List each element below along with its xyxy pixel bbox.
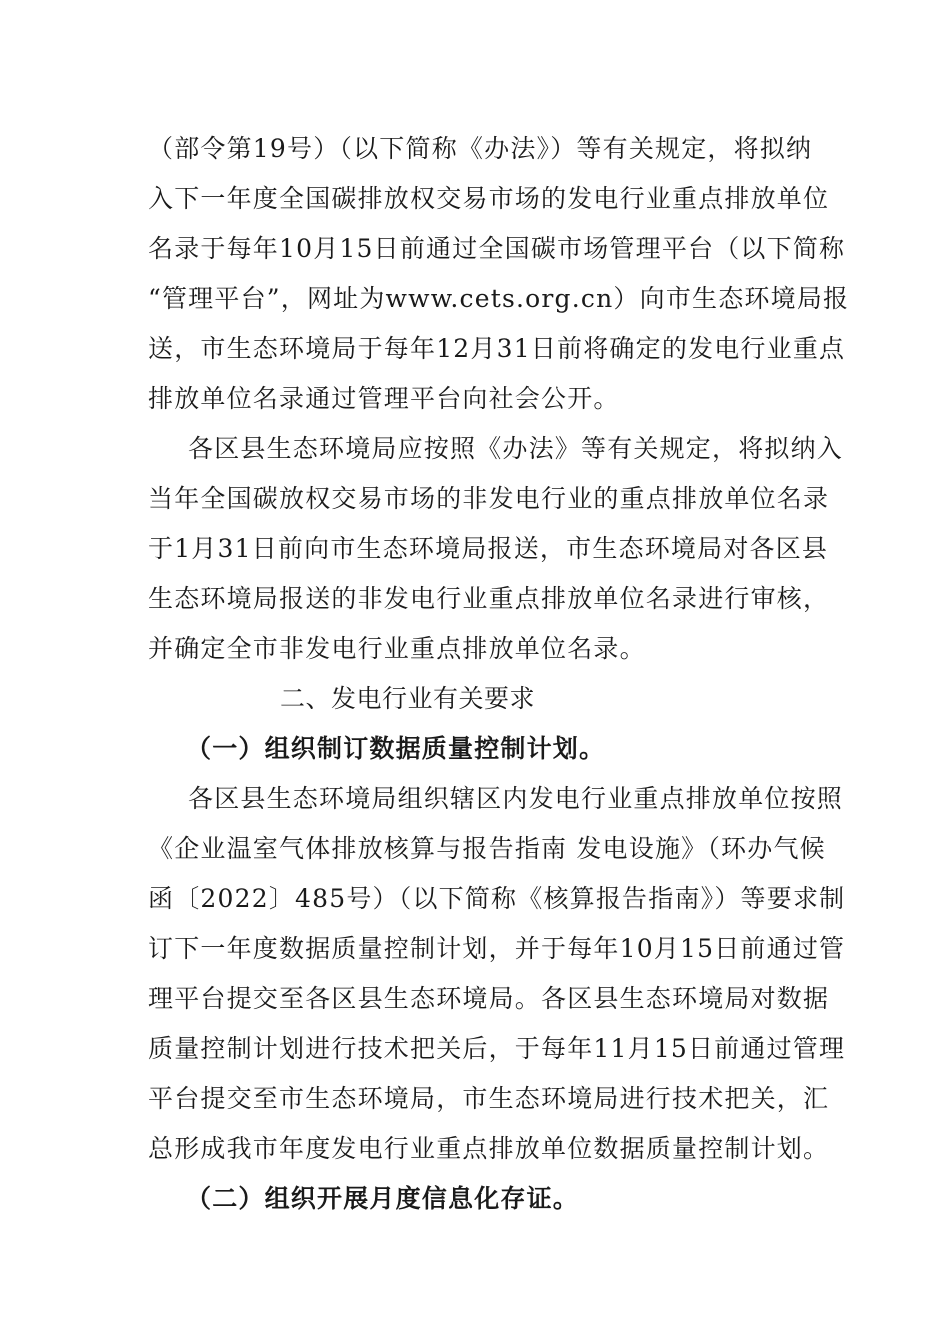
paragraph-line: 入下一年度全国碳排放权交易市场的发电行业重点排放单位	[148, 184, 830, 213]
paragraph-line: 订下一年度数据质量控制计划，并于每年10月15日前通过管	[148, 934, 846, 963]
paragraph-line: “管理平台”，网址为www.cets.org.cn）向市生态环境局报	[148, 284, 850, 313]
paragraph-line: 当年全国碳放权交易市场的非发电行业的重点排放单位名录	[148, 484, 830, 513]
paragraph-line: （部令第19号）（以下简称《办法》）等有关规定，将拟纳	[148, 134, 813, 163]
paragraph-line: 于1月31日前向市生态环境局报送，市生态环境局对各区县	[148, 534, 829, 563]
paragraph-line: 生态环境局报送的非发电行业重点排放单位名录进行审核，	[148, 584, 830, 613]
paragraph-line: 质量控制计划进行技术把关后，于每年11月15日前通过管理	[148, 1034, 846, 1063]
subsection-heading: （一）组织制订数据质量控制计划。	[186, 734, 606, 763]
paragraph-line: 送，市生态环境局于每年12月31日前将确定的发电行业重点	[148, 334, 846, 363]
paragraph-line: 函〔2022〕485号）（以下简称《核算报告指南》）等要求制	[148, 884, 846, 913]
paragraph-line: 总形成我市年度发电行业重点排放单位数据质量控制计划。	[148, 1134, 830, 1163]
subsection-heading: （二）组织开展月度信息化存证。	[186, 1184, 580, 1213]
paragraph-line: 并确定全市非发电行业重点排放单位名录。	[148, 634, 646, 663]
paragraph-line: 《企业温室气体排放核算与报告指南 发电设施》（环办气候	[148, 834, 826, 863]
paragraph-line: 各区县生态环境局应按照《办法》等有关规定，将拟纳入	[188, 434, 844, 463]
paragraph-line: 各区县生态环境局组织辖区内发电行业重点排放单位按照	[188, 784, 844, 813]
paragraph-line: 平台提交至市生态环境局，市生态环境局进行技术把关，汇	[148, 1084, 830, 1113]
paragraph-line: 排放单位名录通过管理平台向社会公开。	[148, 384, 620, 413]
section-heading: 二、发电行业有关要求	[280, 684, 536, 713]
paragraph-line: 名录于每年10月15日前通过全国碳市场管理平台（以下简称	[148, 234, 846, 263]
paragraph-line: 理平台提交至各区县生态环境局。各区县生态环境局对数据	[148, 984, 830, 1013]
